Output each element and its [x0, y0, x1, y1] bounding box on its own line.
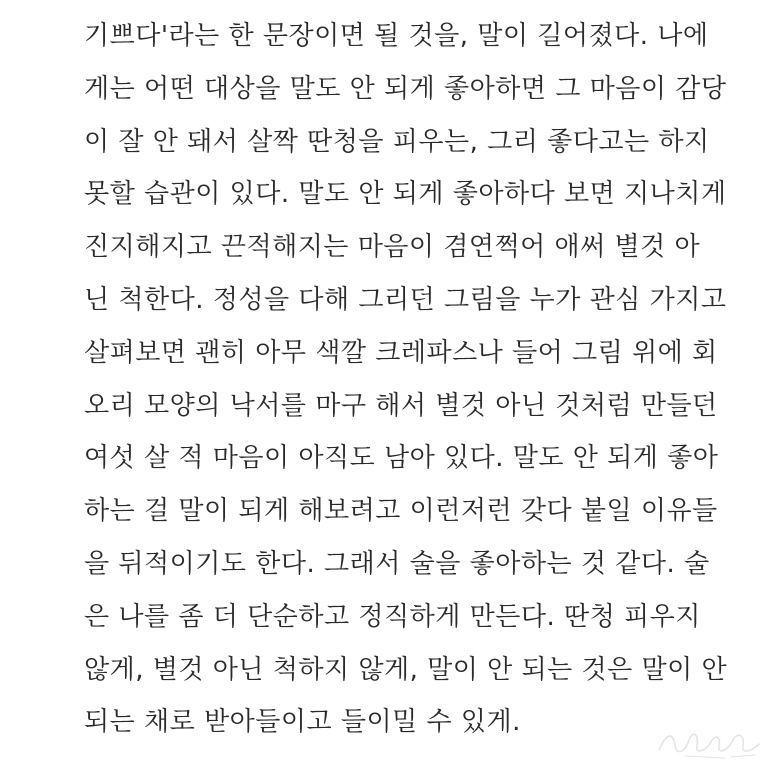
signature-watermark-icon	[655, 722, 765, 762]
text-line-12: 은 나를 좀 더 단순하고 정직하게 만든다. 딴청 피우지	[84, 601, 701, 632]
text-line-11: 을 뒤적이기도 한다. 그래서 술을 좋아하는 것 같다. 술	[84, 548, 710, 579]
text-line-2: 게는 어떤 대상을 말도 안 되게 좋아하면 그 마음이 감당	[84, 73, 727, 104]
text-line-8: 오리 모양의 낙서를 마구 해서 별것 아닌 것처럼 만들던	[84, 390, 718, 421]
paragraph	[84, 10, 764, 749]
text-line-7: 살펴보면 괜히 아무 색깔 크레파스나 들어 그림 위에 회	[84, 337, 718, 368]
text-line-5: 진지해지고 끈적해지는 마음이 겸연쩍어 애써 별것 아	[84, 232, 701, 263]
text-line-14: 되는 채로 받아들이고 들이밀 수 있게.	[84, 707, 521, 738]
text-line-4: 못할 습관이 있다. 말도 안 되게 좋아하다 보면 지나치게	[84, 179, 727, 210]
text-line-6: 닌 척한다. 정성을 다해 그리던 그림을 누가 관심 가지고	[84, 284, 727, 315]
text-line-3: 이 잘 안 돼서 살짝 딴청을 피우는, 그리 좋다고는 하지	[84, 126, 710, 157]
text-line-13: 않게, 별것 아닌 척하지 않게, 말이 안 되는 것은 말이 안	[84, 654, 728, 685]
text-line-10: 하는 걸 말이 되게 해보려고 이런저런 갖다 붙일 이유들	[84, 496, 718, 527]
text-line-9: 여섯 살 적 마음이 아직도 남아 있다. 말도 안 되게 좋아	[84, 443, 719, 474]
text-line-1: 기쁘다'라는 한 문장이면 될 것을, 말이 길어졌다. 나에	[84, 21, 709, 51]
